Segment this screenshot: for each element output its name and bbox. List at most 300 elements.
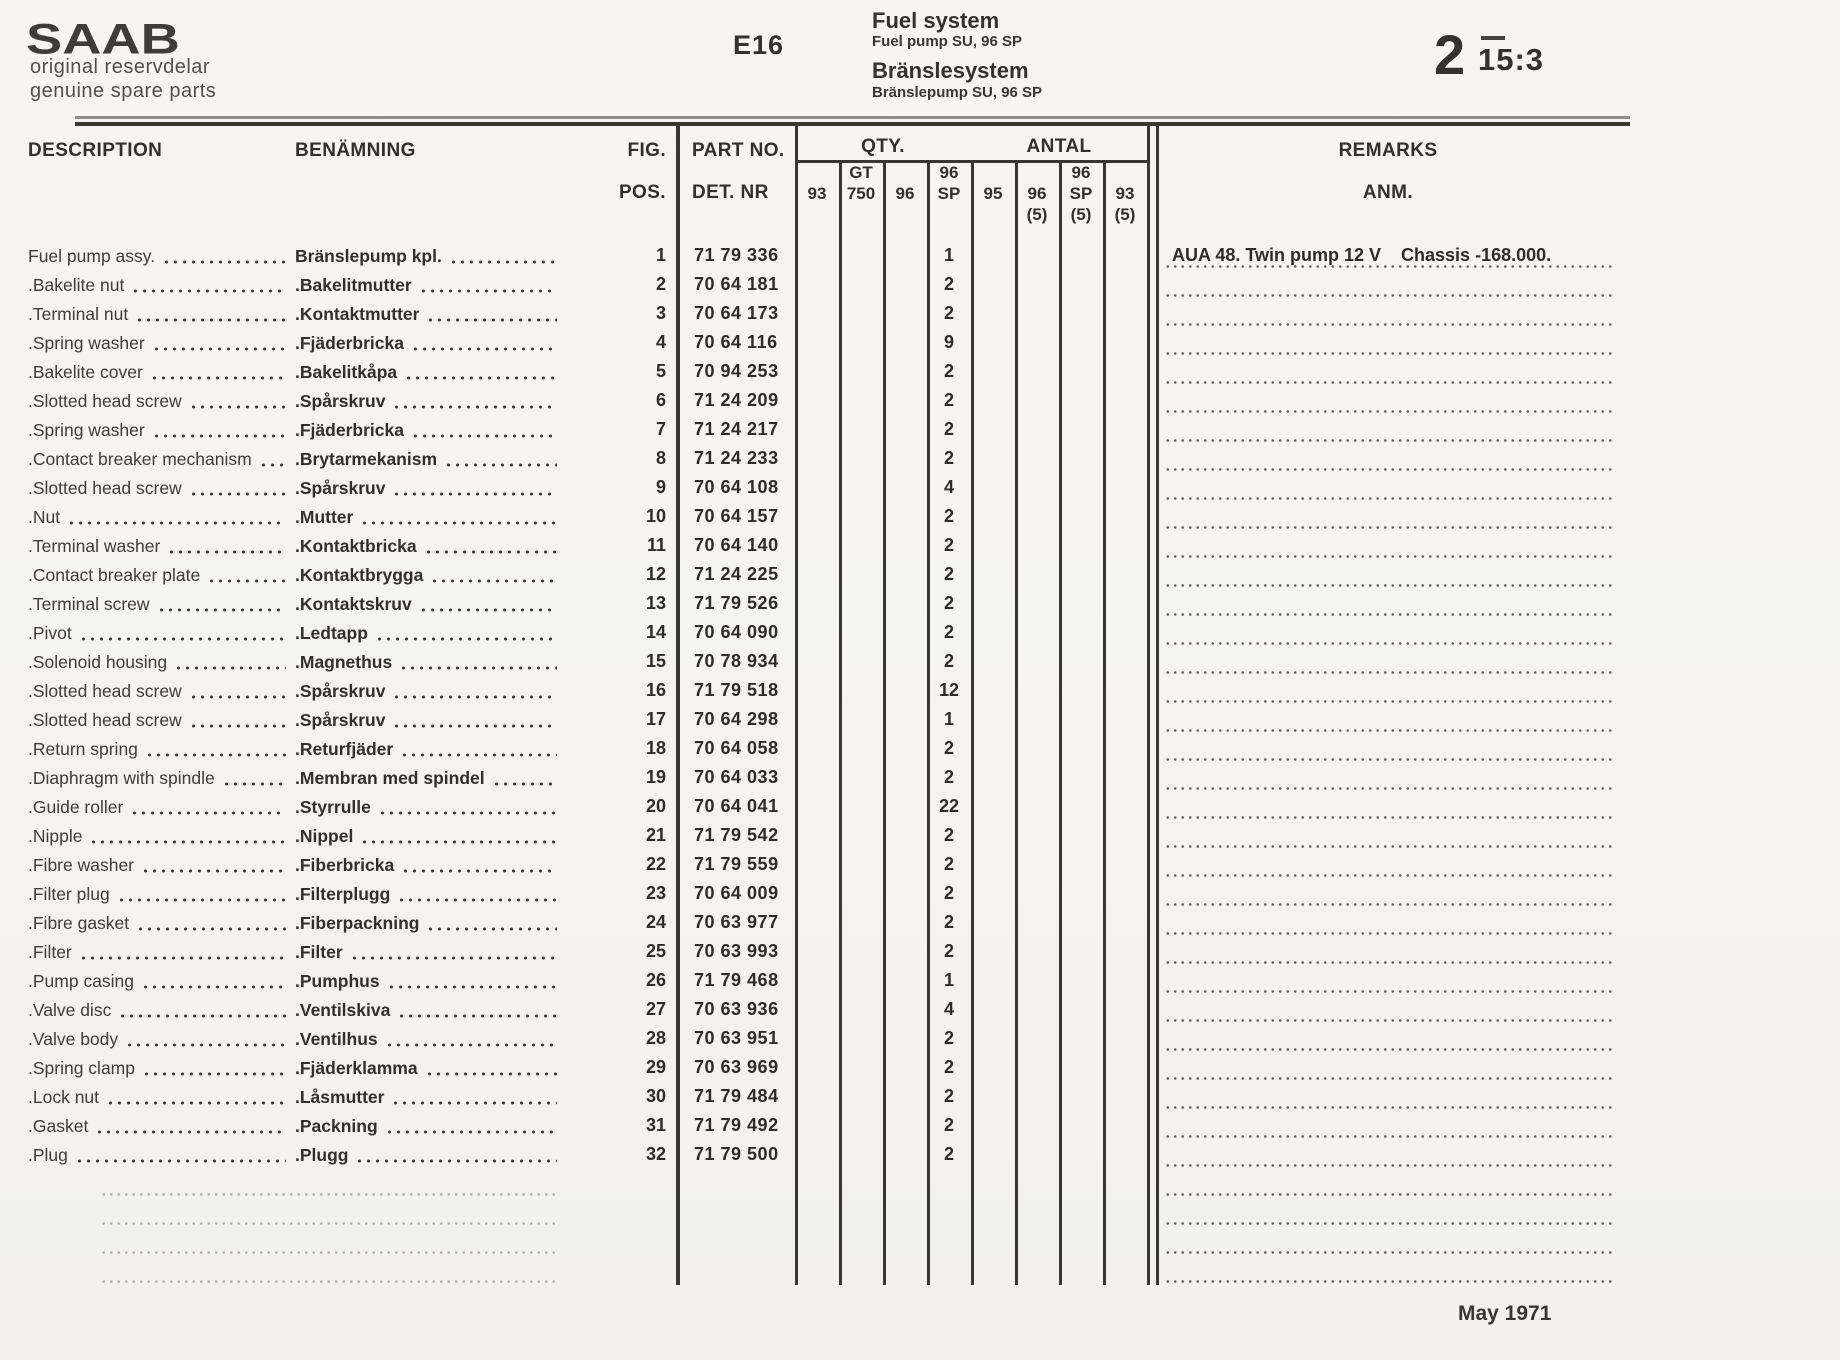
dot-leader: [385, 1130, 557, 1134]
part-number-cell: 70 64 140: [694, 535, 779, 555]
description-cell: .Valve body: [28, 1028, 290, 1050]
dot-leader: [189, 724, 286, 728]
benamning-cell: .Brytarmekanism: [295, 448, 561, 470]
description-cell: .Terminal nut: [28, 303, 290, 325]
dot-leader: [141, 985, 286, 989]
table-rule-vertical: [676, 126, 680, 1285]
dot-leader: [411, 347, 557, 351]
dot-leader: [189, 405, 286, 409]
table-rule-vertical: [1156, 126, 1159, 1285]
dot-leader: [400, 753, 557, 757]
part-number-cell: 71 24 225: [694, 564, 779, 584]
part-number-cell: 71 24 209: [694, 390, 779, 410]
part-number-cell: 70 64 108: [694, 477, 779, 497]
column-header-anm: ANM.: [1362, 182, 1414, 203]
benamning-cell: .Membran med spindel: [295, 767, 561, 789]
column-header-qty: QTY.: [861, 136, 905, 157]
description-cell: .Slotted head screw: [28, 709, 290, 731]
table-rule-vertical: [1147, 126, 1150, 1285]
dot-leader: [157, 608, 286, 612]
system-subtitle-sv: Bränslepump SU, 96 SP: [872, 84, 1043, 101]
qty-column-header: GT 750: [846, 163, 876, 203]
qty-96sp-cell: 2: [943, 767, 954, 787]
part-number-cell: 70 63 993: [694, 941, 779, 961]
benamning-cell: .Låsmutter: [295, 1086, 561, 1108]
fig-pos-cell: 6: [655, 390, 666, 410]
part-number-cell: 71 24 233: [694, 448, 779, 468]
dot-leader: [401, 869, 557, 873]
part-number-cell: 70 64 116: [694, 332, 778, 352]
description-cell: .Nipple: [28, 825, 290, 847]
remarks-dotted-line: [1164, 613, 1612, 616]
fig-pos-cell: 11: [646, 535, 666, 555]
qty-96sp-cell: 2: [943, 1115, 954, 1135]
dot-leader: [387, 985, 557, 989]
dot-leader: [397, 898, 557, 902]
dot-leader: [424, 550, 557, 554]
description-cell: .Spring washer: [28, 419, 290, 441]
part-number-cell: 71 79 336: [694, 245, 779, 265]
qty-96sp-cell: 2: [943, 651, 954, 671]
fig-pos-cell: 9: [655, 477, 666, 497]
dot-leader: [426, 927, 557, 931]
remarks-dotted-line: [1164, 758, 1612, 761]
column-header-antal: ANTAL: [1026, 136, 1092, 157]
benamning-cell: .Filter: [295, 941, 561, 963]
description-cell: .Fibre washer: [28, 854, 290, 876]
description-cell: .Solenoid housing: [28, 651, 290, 673]
remarks-dotted-line: [1164, 961, 1612, 964]
remarks-dotted-line: [1164, 584, 1612, 587]
fig-pos-cell: 10: [645, 506, 666, 526]
dot-leader: [167, 550, 286, 554]
part-number-cell: 70 64 041: [694, 796, 779, 816]
dot-leader: [142, 1072, 286, 1076]
part-number-cell: 71 24 217: [694, 419, 779, 439]
fig-pos-cell: 31: [645, 1115, 666, 1135]
dot-leader: [117, 898, 286, 902]
table-rule-horizontal: [75, 122, 1630, 126]
dot-leader: [392, 492, 557, 496]
column-header-pos: POS.: [618, 182, 666, 203]
benamning-cell: .Plugg: [295, 1144, 561, 1166]
benamning-cell: .Spårskruv: [295, 709, 561, 731]
remarks-dotted-line: [1164, 526, 1612, 529]
description-cell: .Filter: [28, 941, 290, 963]
remarks-dotted-line: [1164, 845, 1612, 848]
column-header-description: DESCRIPTION: [28, 140, 163, 161]
part-number-cell: 70 63 936: [694, 999, 779, 1019]
qty-96sp-cell: 2: [943, 593, 954, 613]
dot-leader: [152, 347, 286, 351]
qty-column-header: 96: [895, 184, 915, 203]
description-cell: .Plug: [28, 1144, 290, 1166]
dot-leader: [378, 811, 557, 815]
part-number-cell: 70 63 951: [694, 1028, 779, 1048]
description-cell: .Contact breaker mechanism: [28, 448, 290, 470]
table-rule-horizontal: [75, 116, 1630, 119]
dot-leader: [350, 956, 557, 960]
part-number-cell: 71 79 468: [694, 970, 779, 990]
dot-leader: [130, 811, 286, 815]
description-cell: .Slotted head screw: [28, 680, 290, 702]
qty-96sp-cell: 2: [943, 448, 954, 468]
remarks-dotted-line: [1164, 903, 1612, 906]
remarks-dotted-line: [1164, 294, 1612, 297]
part-number-cell: 70 64 173: [694, 303, 779, 323]
brand-line-reservdelar: original reservdelar: [30, 56, 211, 78]
qty-96sp-cell: 2: [943, 1028, 954, 1048]
fig-pos-cell: 30: [645, 1086, 666, 1106]
description-cell: .Return spring: [28, 738, 290, 760]
remarks-dotted-line: [1164, 700, 1612, 703]
footer-date: May 1971: [1458, 1302, 1552, 1325]
description-cell: .Bakelite nut: [28, 274, 290, 296]
fig-pos-cell: 27: [645, 999, 666, 1019]
part-number-cell: 71 79 518: [694, 680, 779, 700]
benamning-cell: .Returfjäder: [295, 738, 561, 760]
dot-leader: [152, 434, 286, 438]
dot-leader: [397, 1014, 557, 1018]
benamning-cell: .Spårskruv: [295, 477, 561, 499]
dot-leader: [106, 1101, 286, 1105]
description-cell: .Terminal washer: [28, 535, 290, 557]
column-header-remarks: REMARKS: [1338, 140, 1438, 161]
dot-leader: [189, 695, 286, 699]
part-number-cell: 70 64 181: [694, 274, 779, 294]
part-number-cell: 70 64 009: [694, 883, 779, 903]
benamning-cell: .Spårskruv: [295, 680, 561, 702]
remarks-dotted-line: [1164, 1077, 1612, 1080]
qty-96sp-cell: 2: [943, 361, 954, 381]
part-number-cell: 70 64 298: [694, 709, 779, 729]
dot-leader: [404, 376, 557, 380]
dot-leader: [131, 289, 286, 293]
qty-column-header: 96 (5): [1026, 184, 1048, 224]
benamning-cell: .Fjäderklamma: [295, 1057, 561, 1079]
qty-96sp-cell: 2: [943, 274, 954, 294]
description-cell: .Spring washer: [28, 332, 290, 354]
description-dotted-line: [100, 1222, 555, 1225]
fig-pos-cell: 32: [645, 1144, 666, 1164]
remarks-dotted-line: [1164, 265, 1612, 268]
remarks-dotted-line: [1164, 1251, 1612, 1254]
remarks-dotted-line: [1164, 932, 1612, 935]
benamning-cell: .Ventilhus: [295, 1028, 561, 1050]
remarks-dotted-line: [1164, 381, 1612, 384]
fig-pos-cell: 2: [655, 274, 666, 294]
benamning-cell: .Nippel: [295, 825, 561, 847]
column-header-benamning: BENÄMNING: [295, 140, 416, 161]
remarks-dotted-line: [1164, 1048, 1612, 1051]
remarks-dotted-line: [1164, 1193, 1612, 1196]
dot-leader: [259, 463, 286, 467]
remarks-dotted-line: [1164, 323, 1612, 326]
benamning-cell: .Bakelitmutter: [295, 274, 561, 296]
fig-pos-cell: 16: [645, 680, 666, 700]
part-number-cell: 71 79 492: [694, 1115, 779, 1135]
qty-96sp-cell: 2: [943, 535, 954, 555]
qty-96sp-cell: 2: [943, 825, 954, 845]
remarks-dotted-line: [1164, 1280, 1612, 1283]
remarks-dotted-line: [1164, 787, 1612, 790]
qty-column-header: 93 (5): [1114, 184, 1136, 224]
fig-pos-cell: 29: [645, 1057, 666, 1077]
part-number-cell: 71 79 542: [694, 825, 779, 845]
description-dotted-line: [100, 1193, 555, 1196]
brand-line-spare-parts: genuine spare parts: [30, 80, 217, 102]
system-title-sv: Bränslesystem: [872, 58, 1029, 83]
remarks-dotted-line: [1164, 352, 1612, 355]
dot-leader: [411, 434, 557, 438]
dot-leader: [392, 405, 557, 409]
description-cell: .Slotted head screw: [28, 390, 290, 412]
qty-96sp-cell: 2: [943, 1144, 954, 1164]
doc-code: E16: [733, 30, 785, 60]
qty-96sp-cell: 2: [943, 390, 954, 410]
dot-leader: [360, 840, 557, 844]
benamning-cell: .Filterplugg: [295, 883, 561, 905]
qty-96sp-cell: 2: [943, 419, 954, 439]
fig-pos-cell: 13: [645, 593, 666, 613]
qty-column-header: 96 SP (5): [1069, 163, 1093, 224]
fig-pos-cell: 26: [645, 970, 666, 990]
benamning-cell: .Kontaktskruv: [295, 593, 561, 615]
description-cell: .Nut: [28, 506, 290, 528]
qty-96sp-cell: 2: [943, 738, 954, 758]
dot-leader: [207, 579, 286, 583]
dot-leader: [419, 289, 557, 293]
qty-column-header: 95: [983, 184, 1003, 203]
fig-pos-cell: 17: [645, 709, 666, 729]
description-cell: .Bakelite cover: [28, 361, 290, 383]
benamning-cell: .Fjäderbricka: [295, 419, 561, 441]
column-header-fig: FIG.: [627, 140, 666, 161]
qty-96sp-cell: 4: [943, 999, 954, 1019]
remarks-dotted-line: [1164, 671, 1612, 674]
benamning-cell: .Mutter: [295, 506, 561, 528]
system-subtitle-en: Fuel pump SU, 96 SP: [872, 33, 1023, 50]
remarks-dotted-line: [1164, 439, 1612, 442]
fig-pos-cell: 21: [645, 825, 666, 845]
qty-96sp-cell: 2: [943, 912, 954, 932]
fig-pos-cell: 22: [645, 854, 666, 874]
qty-96sp-cell: 2: [943, 883, 954, 903]
fig-pos-cell: 7: [655, 419, 666, 439]
description-cell: .Pump casing: [28, 970, 290, 992]
dot-leader: [444, 463, 557, 467]
part-number-cell: 70 94 253: [694, 361, 779, 381]
qty-96sp-cell: 1: [943, 245, 954, 265]
remarks-dotted-line: [1164, 410, 1612, 413]
benamning-cell: .Fjäderbricka: [295, 332, 561, 354]
fig-pos-cell: 8: [655, 448, 666, 468]
qty-96sp-cell: 1: [943, 709, 954, 729]
benamning-cell: .Fiberpackning: [295, 912, 561, 934]
description-dotted-line: [100, 1251, 555, 1254]
remarks-dotted-line: [1164, 1019, 1612, 1022]
dot-leader: [79, 956, 286, 960]
fig-pos-cell: 14: [645, 622, 666, 642]
qty-96sp-cell: 1: [943, 970, 954, 990]
dot-leader: [162, 260, 286, 264]
description-cell: .Diaphragm with spindle: [28, 767, 290, 789]
benamning-cell: .Pumphus: [295, 970, 561, 992]
dot-leader: [145, 753, 286, 757]
remarks-cell: AUA 48. Twin pump 12 V Chassis -168.000.: [1172, 245, 1552, 265]
dot-leader: [426, 318, 557, 322]
description-cell: .Pivot: [28, 622, 290, 644]
benamning-cell: .Styrrulle: [295, 796, 561, 818]
dot-leader: [385, 1043, 557, 1047]
benamning-cell: Bränslepump kpl.: [295, 245, 561, 267]
saab-logo: SAAB: [26, 14, 180, 63]
remarks-dotted-line: [1164, 555, 1612, 558]
fig-pos-cell: 5: [655, 361, 666, 381]
benamning-cell: .Ledtapp: [295, 622, 561, 644]
benamning-cell: .Magnethus: [295, 651, 561, 673]
part-number-cell: 71 79 500: [694, 1144, 779, 1164]
description-cell: .Valve disc: [28, 999, 290, 1021]
fig-pos-cell: 19: [645, 767, 666, 787]
qty-96sp-cell: 2: [943, 854, 954, 874]
description-cell: .Fibre gasket: [28, 912, 290, 934]
dot-leader: [391, 1101, 557, 1105]
dot-leader: [118, 1014, 286, 1018]
qty-96sp-cell: 2: [943, 622, 954, 642]
remarks-dotted-line: [1164, 874, 1612, 877]
part-number-cell: 71 79 484: [694, 1086, 779, 1106]
fig-pos-cell: 25: [645, 941, 666, 961]
remarks-dotted-line: [1164, 468, 1612, 471]
part-number-cell: 70 64 033: [694, 767, 779, 787]
description-cell: .Lock nut: [28, 1086, 290, 1108]
dot-leader: [89, 840, 286, 844]
description-cell: .Filter plug: [28, 883, 290, 905]
dot-leader: [150, 376, 286, 380]
dot-leader: [360, 521, 557, 525]
remarks-dotted-line: [1164, 497, 1612, 500]
benamning-cell: .Kontaktmutter: [295, 303, 561, 325]
dot-leader: [222, 782, 286, 786]
fig-pos-cell: 4: [655, 332, 666, 352]
description-cell: .Slotted head screw: [28, 477, 290, 499]
part-number-cell: 71 79 526: [694, 593, 779, 613]
description-cell: .Contact breaker plate: [28, 564, 290, 586]
dot-leader: [392, 724, 557, 728]
fig-pos-cell: 23: [645, 883, 666, 903]
qty-96sp-cell: 2: [943, 506, 954, 526]
dot-leader: [425, 1072, 557, 1076]
qty-96sp-cell: 2: [943, 1086, 954, 1106]
table-rule-vertical: [795, 126, 798, 1285]
dot-leader: [125, 1043, 286, 1047]
fig-pos-cell: 18: [645, 738, 666, 758]
qty-96sp-cell: 12: [938, 680, 960, 700]
qty-96sp-cell: 2: [943, 941, 954, 961]
benamning-cell: .Bakelitkåpa: [295, 361, 561, 383]
dot-leader: [136, 927, 286, 931]
qty-96sp-cell: 4: [943, 477, 954, 497]
dot-leader: [79, 637, 286, 641]
dot-leader: [419, 608, 557, 612]
dot-leader: [430, 579, 557, 583]
qty-column-header: 93: [807, 184, 827, 203]
fig-pos-cell: 28: [645, 1028, 666, 1048]
dot-leader: [174, 666, 286, 670]
remarks-dotted-line: [1164, 642, 1612, 645]
qty-96sp-cell: 22: [938, 796, 960, 816]
part-number-cell: 70 63 969: [694, 1057, 779, 1077]
dot-leader: [392, 695, 557, 699]
dot-leader: [189, 492, 286, 496]
description-cell: .Terminal screw: [28, 593, 290, 615]
description-cell: .Spring clamp: [28, 1057, 290, 1079]
remarks-dotted-line: [1164, 1222, 1612, 1225]
column-header-det-nr: DET. NR: [692, 182, 769, 203]
fig-pos-cell: 20: [645, 796, 666, 816]
remarks-dotted-line: [1164, 816, 1612, 819]
description-cell: .Guide roller: [28, 796, 290, 818]
remarks-dotted-line: [1164, 1164, 1612, 1167]
dot-leader: [449, 260, 557, 264]
description-cell: .Gasket: [28, 1115, 290, 1137]
remarks-dotted-line: [1164, 1106, 1612, 1109]
benamning-cell: .Fiberbricka: [295, 854, 561, 876]
dot-leader: [141, 869, 286, 873]
part-number-cell: 70 78 934: [694, 651, 779, 671]
fig-pos-cell: 15: [645, 651, 666, 671]
column-header-part-no: PART NO.: [692, 140, 785, 161]
part-number-cell: 71 79 559: [694, 854, 779, 874]
dot-leader: [375, 637, 557, 641]
fig-pos-cell: 1: [655, 245, 666, 265]
benamning-cell: .Kontaktbrygga: [295, 564, 561, 586]
remarks-dotted-line: [1164, 1135, 1612, 1138]
dot-leader: [95, 1130, 286, 1134]
system-title-en: Fuel system: [872, 8, 1000, 33]
benamning-cell: .Spårskruv: [295, 390, 561, 412]
description-dotted-line: [100, 1280, 555, 1283]
qty-96sp-cell: 2: [943, 303, 954, 323]
benamning-cell: .Kontaktbricka: [295, 535, 561, 557]
fig-pos-cell: 24: [645, 912, 666, 932]
dot-leader: [355, 1159, 557, 1163]
qty-96sp-cell: 2: [943, 564, 954, 584]
dot-leader: [67, 521, 286, 525]
fig-pos-cell: 3: [655, 303, 666, 323]
qty-column-header: 96 SP: [937, 163, 961, 203]
section-number: 2: [1434, 23, 1466, 86]
remarks-dotted-line: [1164, 729, 1612, 732]
benamning-cell: .Ventilskiva: [295, 999, 561, 1021]
part-number-cell: 70 63 977: [694, 912, 779, 932]
part-number-cell: 70 64 157: [694, 506, 779, 526]
qty-96sp-cell: 9: [943, 332, 954, 352]
dot-leader: [399, 666, 557, 670]
remarks-dotted-line: [1164, 990, 1612, 993]
dot-leader: [75, 1159, 286, 1163]
part-number-cell: 70 64 090: [694, 622, 779, 642]
dot-leader: [492, 782, 557, 786]
qty-96sp-cell: 2: [943, 1057, 954, 1077]
description-cell: Fuel pump assy.: [28, 245, 290, 267]
fig-pos-cell: 12: [645, 564, 666, 584]
page-number: 15:3: [1478, 42, 1545, 77]
dot-leader: [135, 318, 286, 322]
benamning-cell: .Packning: [295, 1115, 561, 1137]
part-number-cell: 70 64 058: [694, 738, 779, 758]
